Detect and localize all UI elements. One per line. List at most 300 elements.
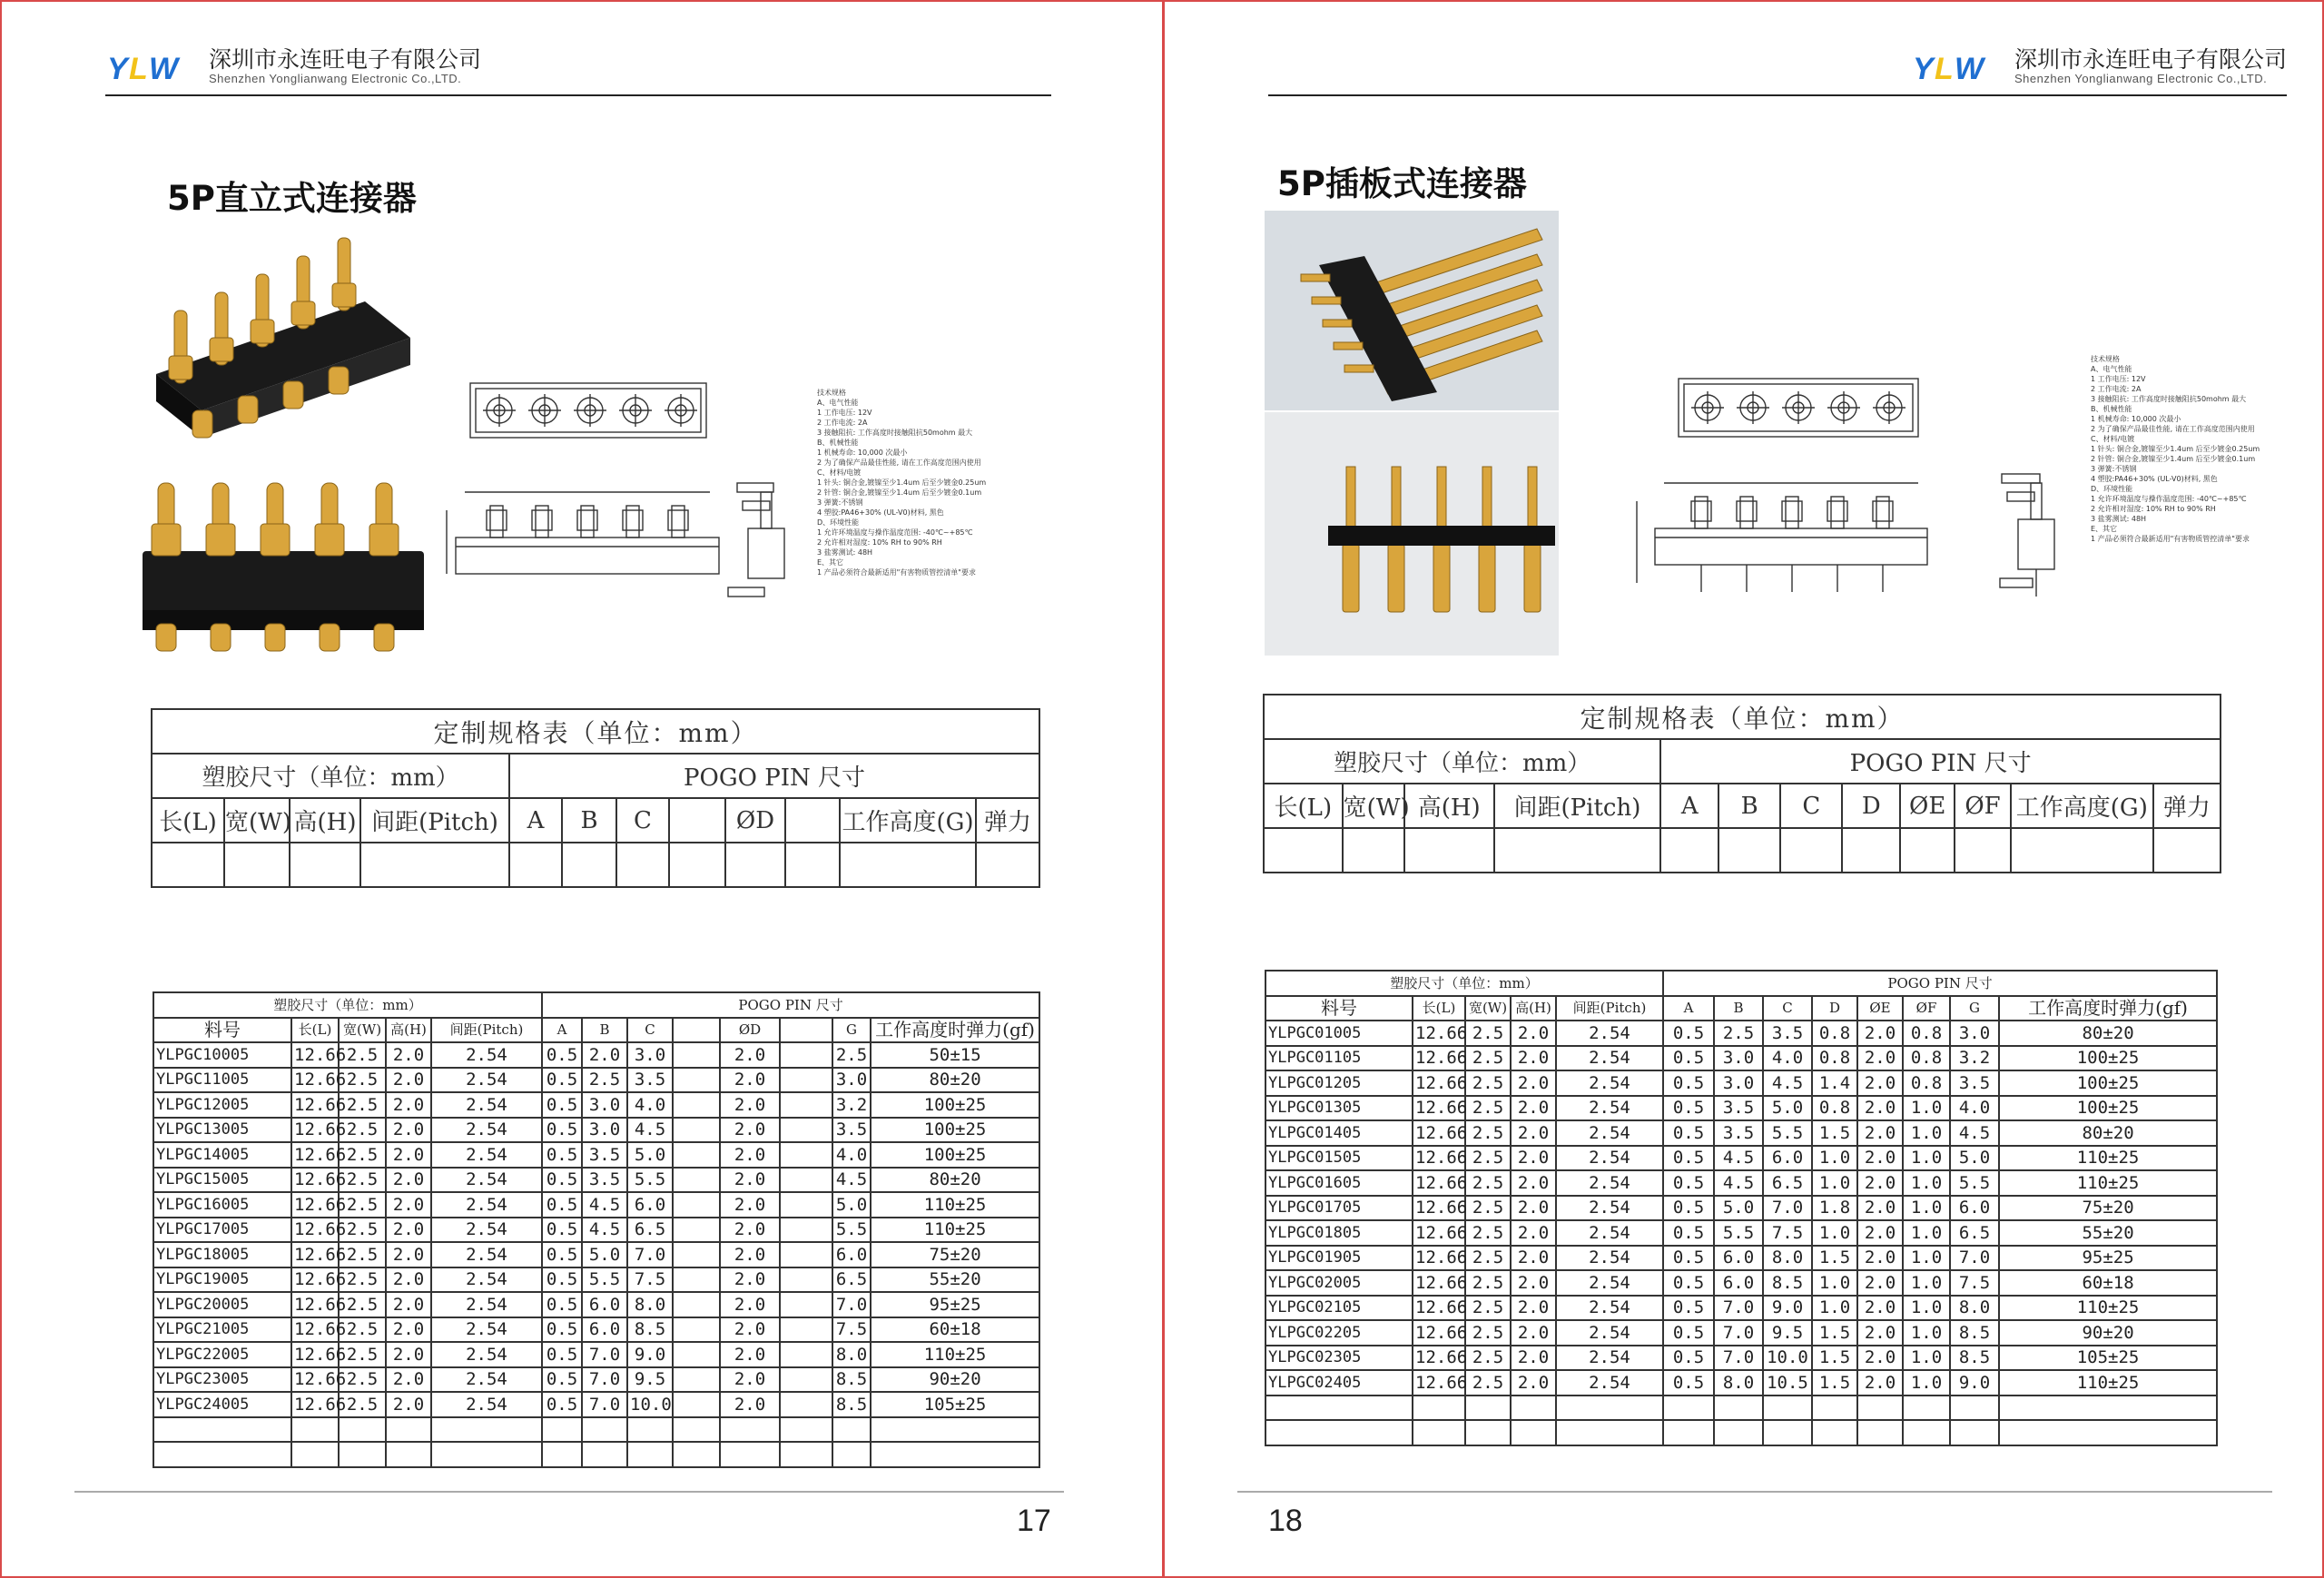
table-row <box>153 1142 1039 1168</box>
company-name-en: Shenzhen Yonglianwang Electronic Co.,LTD. <box>2014 72 2268 86</box>
table-cell: 2.5 <box>339 1118 386 1143</box>
spec-line: 2 允许相对湿度: 10% RH to 90% RH <box>817 538 942 547</box>
table-cell: 2.0 <box>1857 1246 1903 1271</box>
table-cell: 1.0 <box>1903 1346 1950 1371</box>
table-cell: 80±20 <box>1999 1120 2217 1146</box>
part-number-cell: YLPGC01905 <box>1265 1246 1413 1271</box>
col-header: 宽(W) <box>1465 996 1511 1021</box>
table-cell: 0.5 <box>542 1092 582 1118</box>
table-cell <box>1663 1420 1714 1445</box>
table-cell: 2.5 <box>1465 1021 1511 1046</box>
table-cell: 1.0 <box>1903 1320 1950 1346</box>
spec-line: 2 为了确保产品最佳性能, 请在工作高度范围内使用 <box>2091 425 2255 433</box>
table-cell: 8.5 <box>1950 1346 1999 1371</box>
table-cell: 12.66 <box>291 1068 339 1093</box>
table-cell: 2.0 <box>1857 1021 1903 1046</box>
table-cell: 80±20 <box>871 1168 1039 1193</box>
table-cell: 2.5 <box>339 1367 386 1393</box>
table-cell <box>1714 1396 1763 1421</box>
table-cell: 2.0 <box>386 1118 431 1143</box>
table-cell: 12.66 <box>291 1142 339 1168</box>
table-cell: 2.54 <box>431 1292 542 1317</box>
spec-line: 2 针管: 铜合金,镀镍至少1.4um 后至少镀金0.1um <box>817 488 982 497</box>
table-cell: 2.0 <box>1857 1170 1903 1196</box>
table-row <box>153 1392 1039 1417</box>
table-row <box>1265 1246 2217 1271</box>
col-header: A <box>542 1018 582 1043</box>
table-cell: 12.66 <box>291 1317 339 1343</box>
part-number-cell: YLPGC01305 <box>1265 1096 1413 1121</box>
col-header: 宽(W) <box>224 798 290 843</box>
col-header: ØD <box>725 798 785 843</box>
table-cell: 80±20 <box>1999 1021 2217 1046</box>
page-header <box>105 38 1051 96</box>
spec-line: C、材料/电镀 <box>2091 435 2135 443</box>
spec-line: 技术规格 <box>817 389 846 397</box>
table-cell: 2.5 <box>1465 1220 1511 1246</box>
table-cell: 7.0 <box>582 1392 627 1417</box>
spec-line: 3 弹簧:不锈钢 <box>817 498 863 507</box>
part-number-cell: YLPGC01505 <box>1265 1146 1413 1171</box>
col-header: 间距(Pitch) <box>1494 784 1661 828</box>
table-cell: 2.54 <box>1556 1296 1663 1321</box>
table-cell: 75±20 <box>871 1242 1039 1267</box>
table-cell: 10.0 <box>1763 1346 1812 1371</box>
table-cell: 2.0 <box>720 1192 780 1218</box>
col-header: 工作高度(G) <box>2011 784 2153 828</box>
table-cell: 0.8 <box>1812 1046 1857 1071</box>
table-cell: 2.5 <box>339 1242 386 1267</box>
custom-spec-table <box>1263 694 2221 873</box>
page-title: 5P插板式连接器 <box>1277 164 1527 203</box>
table-cell <box>780 1042 832 1068</box>
table-cell <box>780 1118 832 1143</box>
table-cell: 2.5 <box>339 1392 386 1417</box>
table-row <box>1265 1320 2217 1346</box>
table-cell: 12.66 <box>291 1218 339 1243</box>
table-cell: 2.0 <box>720 1392 780 1417</box>
table-cell: 2.5 <box>339 1092 386 1118</box>
table-cell <box>673 1092 720 1118</box>
table-cell <box>1413 1396 1465 1421</box>
table-cell: 2.0 <box>720 1142 780 1168</box>
table-cell: 0.5 <box>1663 1320 1714 1346</box>
spec-line: 1 允许环境温度与操作温度范围: -40℃~+85℃ <box>817 528 973 537</box>
table-cell <box>582 1417 627 1443</box>
table-cell: 6.0 <box>1763 1146 1812 1171</box>
table-cell: 12.66 <box>291 1118 339 1143</box>
table-cell: 7.0 <box>832 1292 871 1317</box>
spec-line: D、环境性能 <box>2091 485 2133 493</box>
part-number-cell: YLPGC01605 <box>1265 1170 1413 1196</box>
part-number-cell: YLPGC23005 <box>153 1367 291 1393</box>
col-header: 间距(Pitch) <box>1556 996 1663 1021</box>
spec-line: B、机械性能 <box>2091 405 2132 413</box>
page-number: 17 <box>1017 1504 1051 1538</box>
table-cell: 5.5 <box>1714 1220 1763 1246</box>
table-cell <box>1812 1420 1857 1445</box>
technical-drawing <box>1582 365 1964 601</box>
table-cell: 0.5 <box>542 1192 582 1218</box>
table-cell: 4.5 <box>1714 1170 1763 1196</box>
table-cell: 2.54 <box>1556 1146 1663 1171</box>
table-cell: 12.66 <box>1413 1120 1465 1146</box>
table-cell: 0.5 <box>542 1242 582 1267</box>
table-cell: 12.66 <box>1413 1070 1465 1096</box>
table-cell: 3.0 <box>582 1092 627 1118</box>
table-cell: 2.0 <box>386 1218 431 1243</box>
page-18 <box>1162 0 2324 1578</box>
table-cell: 2.54 <box>431 1392 542 1417</box>
table-cell: 2.0 <box>1857 1120 1903 1146</box>
col-header: ØF <box>1903 996 1950 1021</box>
table-cell: 0.5 <box>1663 1046 1714 1071</box>
col-header: A <box>1663 996 1714 1021</box>
table-cell <box>1465 1420 1511 1445</box>
spec-line: 2 为了确保产品最佳性能, 请在工作高度范围内使用 <box>817 459 981 467</box>
table-row <box>1265 1070 2217 1096</box>
col-header: 高(H) <box>1404 784 1494 828</box>
page-number: 18 <box>1268 1504 1303 1538</box>
table-row <box>153 1292 1039 1317</box>
table-cell <box>780 1292 832 1317</box>
table-cell: 2.54 <box>431 1092 542 1118</box>
table-row <box>153 1218 1039 1243</box>
table-cell: 8.0 <box>1763 1246 1812 1271</box>
table-cell: 1.5 <box>1812 1120 1857 1146</box>
table-cell <box>1265 1420 1413 1445</box>
table-cell: 2.5 <box>1465 1046 1511 1071</box>
table-cell: 2.54 <box>1556 1246 1663 1271</box>
table-cell: 2.0 <box>1857 1070 1903 1096</box>
table-cell: 3.2 <box>1950 1046 1999 1071</box>
table-cell: 2.54 <box>431 1342 542 1367</box>
table-cell: 6.0 <box>1714 1270 1763 1296</box>
table-cell <box>291 1417 339 1443</box>
table-row <box>153 1042 1039 1068</box>
table-row <box>153 1092 1039 1118</box>
spec-line: E、其它 <box>817 558 844 567</box>
table-cell: 0.8 <box>1903 1070 1950 1096</box>
spec-line: A、电气性能 <box>817 399 859 407</box>
table-cell: 1.5 <box>1812 1370 1857 1396</box>
table-cell: 2.54 <box>431 1242 542 1267</box>
table-cell: 12.66 <box>1413 1246 1465 1271</box>
part-number-cell: YLPGC01105 <box>1265 1046 1413 1071</box>
table-cell <box>1999 1420 2217 1445</box>
table-cell <box>386 1417 431 1443</box>
table-cell: 1.0 <box>1812 1170 1857 1196</box>
table-cell: 2.0 <box>386 1367 431 1393</box>
table-cell: 2.5 <box>1714 1021 1763 1046</box>
table-cell: 80±20 <box>871 1068 1039 1093</box>
table-cell <box>673 1218 720 1243</box>
table-cell <box>1265 1396 1413 1421</box>
table-cell: 12.66 <box>291 1042 339 1068</box>
table-cell: 1.0 <box>1812 1296 1857 1321</box>
table-cell: 2.0 <box>386 1168 431 1193</box>
table-cell: 6.0 <box>627 1192 673 1218</box>
table-cell: 2.0 <box>1511 1146 1556 1171</box>
page-header <box>1268 38 2287 96</box>
table-cell: 0.5 <box>1663 1146 1714 1171</box>
table-cell: 3.0 <box>1950 1021 1999 1046</box>
col-header: 间距(Pitch) <box>431 1018 542 1043</box>
table-cell: 4.5 <box>627 1118 673 1143</box>
spec-notes <box>2091 354 2309 590</box>
part-number-cell: YLPGC14005 <box>153 1142 291 1168</box>
footer-rule <box>74 1491 1064 1493</box>
table-cell: 2.0 <box>720 1218 780 1243</box>
table-cell: 2.0 <box>1857 1196 1903 1221</box>
table-cell: 5.5 <box>582 1267 627 1293</box>
table-cell <box>673 1242 720 1267</box>
table-cell: 7.0 <box>582 1342 627 1367</box>
col-header: 工作高度(G) <box>840 798 976 843</box>
table-cell: 4.5 <box>582 1218 627 1243</box>
part-number-cell: YLPGC01705 <box>1265 1196 1413 1221</box>
table-cell: 2.5 <box>339 1042 386 1068</box>
custom-spec-table <box>151 708 1040 888</box>
part-number-cell: YLPGC20005 <box>153 1292 291 1317</box>
table-cell <box>153 1442 291 1467</box>
col-header: 高(H) <box>1511 996 1556 1021</box>
table-cell: 2.54 <box>431 1042 542 1068</box>
col-header: 长(L) <box>291 1018 339 1043</box>
part-number-cell: YLPGC01805 <box>1265 1220 1413 1246</box>
part-number-cell: YLPGC24005 <box>153 1392 291 1417</box>
col-header: C <box>616 798 669 843</box>
table-cell: 2.0 <box>1511 1021 1556 1046</box>
col-header: C <box>627 1018 673 1043</box>
product-photo-top <box>1265 211 1559 410</box>
table-cell: 2.54 <box>431 1192 542 1218</box>
col-header: G <box>1950 996 1999 1021</box>
plastic-size-header: 塑胶尺寸（单位：mm） <box>153 992 542 1018</box>
table-cell: 1.0 <box>1903 1146 1950 1171</box>
table-cell: 12.66 <box>1413 1346 1465 1371</box>
spec-line: 2 工作电流: 2A <box>2091 385 2142 393</box>
pogo-pin-header: POGO PIN 尺寸 <box>542 992 1039 1018</box>
table-cell <box>1999 1396 2217 1421</box>
table-cell: 7.5 <box>627 1267 673 1293</box>
table-cell: 4.0 <box>627 1092 673 1118</box>
table-cell <box>780 1342 832 1367</box>
spec-line: 2 允许相对湿度: 10% RH to 90% RH <box>2091 505 2216 513</box>
table-cell: 2.0 <box>1857 1146 1903 1171</box>
table-cell: 9.5 <box>627 1367 673 1393</box>
spec-line: 2 针管: 铜合金,镀镍至少1.4um 后至少镀金0.1um <box>2091 455 2256 463</box>
spec-line: C、材料/电镀 <box>817 468 862 477</box>
table-cell: 2.0 <box>1511 1096 1556 1121</box>
table-cell <box>542 1442 582 1467</box>
col-header: 弹力 <box>2153 784 2221 828</box>
table-cell: 2.0 <box>1511 1270 1556 1296</box>
table-cell: 5.0 <box>1714 1196 1763 1221</box>
table-cell: 2.0 <box>1857 1096 1903 1121</box>
table-cell: 3.5 <box>1763 1021 1812 1046</box>
table-cell: 2.0 <box>386 1142 431 1168</box>
table-cell: 0.5 <box>1663 1370 1714 1396</box>
table-cell: 4.5 <box>1950 1120 1999 1146</box>
spec-line: 3 盐雾测试: 48H <box>817 548 873 557</box>
custom-table-caption: 定制规格表（单位：mm） <box>152 709 1039 754</box>
table-cell <box>1903 1420 1950 1445</box>
col-header: 料号 <box>153 1018 291 1043</box>
col-header: G <box>832 1018 871 1043</box>
table-cell <box>1763 1420 1812 1445</box>
table-cell <box>1857 1396 1903 1421</box>
table-cell: 2.0 <box>720 1092 780 1118</box>
table-cell: 2.0 <box>1857 1220 1903 1246</box>
part-number-cell: YLPGC10005 <box>153 1042 291 1068</box>
part-number-cell: YLPGC22005 <box>153 1342 291 1367</box>
table-cell: 105±25 <box>1999 1346 2217 1371</box>
table-cell: 110±25 <box>1999 1370 2217 1396</box>
table-cell: 5.0 <box>582 1242 627 1267</box>
table-cell <box>1714 1420 1763 1445</box>
col-header: B <box>1714 996 1763 1021</box>
table-cell <box>1950 1396 1999 1421</box>
table-cell: 2.54 <box>431 1118 542 1143</box>
table-cell: 2.54 <box>431 1317 542 1343</box>
part-number-cell: YLPGC17005 <box>153 1218 291 1243</box>
table-cell: 3.5 <box>582 1142 627 1168</box>
col-header: 高(H) <box>290 798 360 843</box>
table-cell: 7.0 <box>1714 1346 1763 1371</box>
table-cell <box>673 1118 720 1143</box>
col-header <box>673 1018 720 1043</box>
table-cell: 2.0 <box>386 1267 431 1293</box>
col-header: 宽(W) <box>1343 784 1404 828</box>
part-number-cell: YLPGC02405 <box>1265 1370 1413 1396</box>
table-cell <box>673 1142 720 1168</box>
table-cell: 2.5 <box>339 1267 386 1293</box>
col-header: D <box>1812 996 1857 1021</box>
table-row <box>153 1317 1039 1343</box>
table-cell: 1.8 <box>1812 1196 1857 1221</box>
table-cell: 2.54 <box>1556 1346 1663 1371</box>
table-cell: 4.0 <box>832 1142 871 1168</box>
col-header: 间距(Pitch) <box>360 798 509 843</box>
table-cell: 6.0 <box>1950 1196 1999 1221</box>
table-cell: 2.0 <box>386 1092 431 1118</box>
table-cell: 12.66 <box>1413 1370 1465 1396</box>
table-cell: 8.5 <box>1763 1270 1812 1296</box>
table-cell: 8.5 <box>1950 1320 1999 1346</box>
table-cell <box>780 1317 832 1343</box>
table-cell: 12.66 <box>291 1242 339 1267</box>
table-cell <box>780 1267 832 1293</box>
table-cell: 2.5 <box>832 1042 871 1068</box>
table-cell: 3.5 <box>1950 1070 1999 1096</box>
table-cell: 12.66 <box>291 1367 339 1393</box>
table-cell: 7.5 <box>1950 1270 1999 1296</box>
table-row <box>1265 1346 2217 1371</box>
col-header: 长(L) <box>1413 996 1465 1021</box>
table-cell: 0.5 <box>1663 1246 1714 1271</box>
table-row <box>153 1267 1039 1293</box>
spec-line: 3 接触阻抗: 工作高度时接触阻抗50mohm 最大 <box>2091 395 2247 403</box>
table-cell: 2.54 <box>1556 1220 1663 1246</box>
col-header: C <box>1780 784 1842 828</box>
spec-line: 1 允许环境温度与操作温度范围: -40℃~+85℃ <box>2091 495 2247 503</box>
table-cell: 0.5 <box>1663 1021 1714 1046</box>
table-cell: 0.5 <box>542 1367 582 1393</box>
table-cell <box>673 1168 720 1193</box>
table-cell: 8.0 <box>832 1342 871 1367</box>
table-cell <box>582 1442 627 1467</box>
table-cell: 100±25 <box>871 1142 1039 1168</box>
table-cell: 105±25 <box>871 1392 1039 1417</box>
part-number-cell: YLPGC01005 <box>1265 1021 1413 1046</box>
table-cell: 2.0 <box>720 1267 780 1293</box>
table-row <box>1265 1146 2217 1171</box>
table-cell: 50±15 <box>871 1042 1039 1068</box>
table-cell: 2.0 <box>720 1317 780 1343</box>
table-cell: 12.66 <box>1413 1220 1465 1246</box>
table-cell: 2.0 <box>1511 1070 1556 1096</box>
spec-line: E、其它 <box>2091 525 2118 533</box>
table-cell: 2.5 <box>1465 1120 1511 1146</box>
table-cell: 8.5 <box>832 1392 871 1417</box>
table-cell: 1.0 <box>1812 1220 1857 1246</box>
table-cell: 1.0 <box>1903 1120 1950 1146</box>
table-row <box>153 1342 1039 1367</box>
part-number-cell: YLPGC01405 <box>1265 1120 1413 1146</box>
table-cell: 2.0 <box>1511 1296 1556 1321</box>
table-cell <box>832 1417 871 1443</box>
table-row <box>1265 1370 2217 1396</box>
table-cell: 1.0 <box>1812 1146 1857 1171</box>
table-cell: 1.0 <box>1903 1170 1950 1196</box>
table-cell: 3.0 <box>627 1042 673 1068</box>
blank-row <box>1264 828 2221 873</box>
table-cell: 1.0 <box>1812 1270 1857 1296</box>
company-name-cn: 深圳市永连旺电子有限公司 <box>209 45 482 73</box>
product-spec-table <box>153 991 1040 1468</box>
table-cell: 0.5 <box>542 1218 582 1243</box>
table-cell <box>673 1192 720 1218</box>
table-cell <box>871 1442 1039 1467</box>
table-cell: 3.0 <box>832 1068 871 1093</box>
table-cell: 2.54 <box>431 1168 542 1193</box>
part-number-cell: YLPGC01205 <box>1265 1070 1413 1096</box>
col-header: B <box>562 798 616 843</box>
table-cell <box>1556 1420 1663 1445</box>
table-row <box>1265 1220 2217 1246</box>
part-number-cell: YLPGC19005 <box>153 1267 291 1293</box>
part-number-cell: YLPGC16005 <box>153 1192 291 1218</box>
spec-line: D、环境性能 <box>817 518 860 527</box>
table-cell: 110±25 <box>1999 1296 2217 1321</box>
table-cell: 2.5 <box>1465 1346 1511 1371</box>
blank-row <box>153 1417 1039 1443</box>
table-cell: 2.5 <box>1465 1270 1511 1296</box>
col-header <box>780 1018 832 1043</box>
table-cell: 9.5 <box>1763 1320 1812 1346</box>
company-logo <box>105 46 196 86</box>
table-cell: 2.0 <box>386 1292 431 1317</box>
part-number-cell: YLPGC02005 <box>1265 1270 1413 1296</box>
table-cell <box>291 1442 339 1467</box>
table-cell: 5.0 <box>832 1192 871 1218</box>
table-cell: 3.0 <box>1714 1046 1763 1071</box>
spec-line: 1 产品必须符合最新适用"有害物质管控清单"要求 <box>817 568 976 577</box>
table-cell: 1.0 <box>1903 1370 1950 1396</box>
part-number-cell: YLPGC02305 <box>1265 1346 1413 1371</box>
table-cell: 0.8 <box>1812 1096 1857 1121</box>
